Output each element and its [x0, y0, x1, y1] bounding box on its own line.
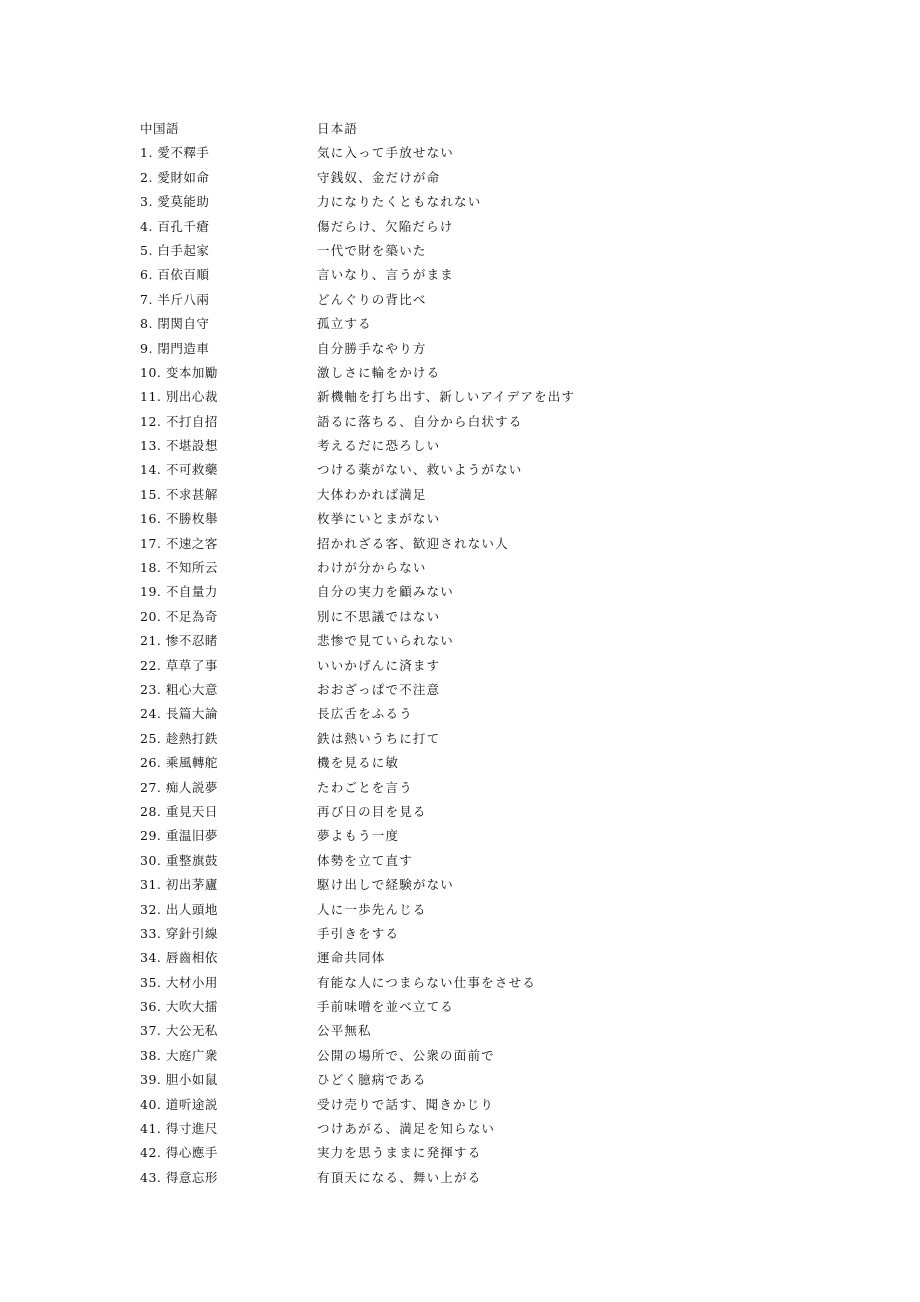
chinese-idiom: 11. 別出心裁	[140, 389, 218, 405]
table-header	[140, 117, 817, 141]
japanese-meaning: 再び日の目を見る	[317, 803, 427, 819]
table-row	[140, 727, 817, 751]
japanese-meaning: 大体わかれば満足	[317, 486, 427, 502]
chinese-idiom: 30. 重整旗鼓	[140, 852, 218, 868]
table-row	[140, 922, 817, 946]
chinese-idiom: 18. 不知所云	[140, 560, 218, 576]
table-row	[140, 1141, 817, 1165]
table-row	[140, 1068, 817, 1092]
table-row	[140, 239, 817, 263]
japanese-meaning: 運命共同体	[317, 950, 386, 966]
japanese-meaning: いいかげんに済ます	[317, 657, 441, 673]
table-row	[140, 483, 817, 507]
chinese-idiom: 38. 大庭广衆	[140, 1047, 218, 1063]
japanese-meaning: 語るに落ちる、自分から白状する	[317, 413, 523, 429]
table-row	[140, 873, 817, 897]
chinese-idiom: 35. 大材小用	[140, 974, 218, 990]
table-row	[140, 532, 817, 556]
table-row	[140, 1019, 817, 1043]
chinese-idiom: 42. 得心應手	[140, 1145, 218, 1161]
chinese-idiom: 6. 百依百順	[140, 267, 210, 283]
chinese-idiom: 1. 愛不釋手	[140, 145, 210, 161]
table-row	[140, 629, 817, 653]
japanese-meaning: 力になりたくともなれない	[317, 194, 482, 210]
chinese-idiom: 2. 愛財如命	[140, 169, 210, 185]
table-row	[140, 702, 817, 726]
table-row	[140, 580, 817, 604]
table-row	[140, 898, 817, 922]
chinese-idiom: 34. 唇齒相依	[140, 950, 218, 966]
japanese-meaning: 考えるだに恐ろしい	[317, 438, 441, 454]
japanese-meaning: つけあがる、満足を知らない	[317, 1121, 496, 1137]
table-row	[140, 849, 817, 873]
chinese-idiom: 27. 痴人説夢	[140, 779, 218, 795]
table-row	[140, 410, 817, 434]
japanese-meaning: 自分の実力を顧みない	[317, 584, 455, 600]
japanese-meaning: つける薬がない、救いようがない	[317, 462, 523, 478]
table-row	[140, 995, 817, 1019]
chinese-idiom: 9. 閉門造車	[140, 340, 210, 356]
table-row	[140, 288, 817, 312]
chinese-idiom: 23. 粗心大意	[140, 681, 218, 697]
chinese-idiom: 16. 不勝枚舉	[140, 511, 218, 527]
japanese-meaning: 悲惨で見ていられない	[317, 633, 455, 649]
chinese-idiom: 20. 不足為奇	[140, 608, 218, 624]
japanese-meaning: 駆け出しで経験がない	[317, 877, 455, 893]
chinese-idiom: 37. 大公无私	[140, 1023, 218, 1039]
chinese-idiom: 10. 变本加勵	[140, 364, 218, 380]
table-row	[140, 166, 817, 190]
chinese-idiom: 29. 重温旧夢	[140, 828, 218, 844]
japanese-meaning: 実力を思うままに発揮する	[317, 1145, 482, 1161]
table-row	[140, 751, 817, 775]
table-row	[140, 385, 817, 409]
table-row	[140, 556, 817, 580]
chinese-idiom: 26. 乘風轉舵	[140, 755, 218, 771]
japanese-meaning: 一代で財を築いた	[317, 242, 427, 258]
japanese-meaning: 自分勝手なやり方	[317, 340, 427, 356]
chinese-idiom: 40. 道听途説	[140, 1096, 218, 1112]
chinese-idiom: 7. 半斤八兩	[140, 291, 210, 307]
table-row	[140, 605, 817, 629]
chinese-idiom: 32. 出人頭地	[140, 901, 218, 917]
chinese-idiom: 31. 初出茅廬	[140, 877, 218, 893]
chinese-idiom: 13. 不堪設想	[140, 438, 218, 454]
japanese-meaning: 別に不思議ではない	[317, 608, 441, 624]
chinese-idiom: 43. 得意忘形	[140, 1169, 218, 1185]
japanese-meaning: 長広舌をふるう	[317, 706, 413, 722]
table-row	[140, 263, 817, 287]
japanese-meaning: 激しさに輪をかける	[317, 364, 441, 380]
japanese-meaning: 夢よもう一度	[317, 828, 400, 844]
japanese-meaning: わけが分からない	[317, 560, 427, 576]
japanese-meaning: 受け売りで話す、聞きかじり	[317, 1096, 495, 1112]
chinese-idiom: 5. 白手起家	[140, 242, 210, 258]
table-row	[140, 434, 817, 458]
japanese-meaning: 手引きをする	[317, 925, 400, 941]
table-row	[140, 678, 817, 702]
japanese-meaning: 体勢を立て直す	[317, 852, 413, 868]
japanese-meaning: ひどく臆病である	[317, 1072, 427, 1088]
chinese-idiom: 28. 重見天日	[140, 803, 218, 819]
japanese-meaning: 有能な人につまらない仕事をさせる	[317, 974, 536, 990]
table-row	[140, 190, 817, 214]
japanese-meaning: 枚挙にいとまがない	[317, 511, 441, 527]
japanese-meaning: 守銭奴、金だけが命	[317, 169, 441, 185]
chinese-idiom: 8. 閉関自守	[140, 316, 210, 332]
japanese-meaning: 人に一歩先んじる	[317, 901, 427, 917]
table-row	[140, 1093, 817, 1117]
idiom-table	[140, 117, 817, 1190]
japanese-meaning: 招かれざる客、歓迎されない人	[317, 535, 509, 551]
table-row	[140, 1044, 817, 1068]
table-row	[140, 361, 817, 385]
table-row	[140, 824, 817, 848]
table-row	[140, 971, 817, 995]
table-row	[140, 800, 817, 824]
table-row	[140, 507, 817, 531]
japanese-meaning: 公開の場所で、公衆の面前で	[317, 1047, 495, 1063]
chinese-idiom: 12. 不打自招	[140, 413, 218, 429]
table-row	[140, 312, 817, 336]
japanese-meaning: たわごとを言う	[317, 779, 413, 795]
table-row	[140, 337, 817, 361]
chinese-idiom: 41. 得寸進尺	[140, 1121, 218, 1137]
table-row	[140, 1166, 817, 1190]
header-japanese: 日本語	[317, 121, 359, 136]
japanese-meaning: 気に入って手放せない	[317, 145, 455, 161]
table-row	[140, 946, 817, 970]
chinese-idiom: 17. 不速之客	[140, 535, 218, 551]
chinese-idiom: 22. 草草了事	[140, 657, 218, 673]
table-row	[140, 141, 817, 165]
table-body	[140, 141, 817, 1190]
table-row	[140, 1117, 817, 1141]
chinese-idiom: 19. 不自量力	[140, 584, 218, 600]
japanese-meaning: 鉄は熱いうちに打て	[317, 730, 441, 746]
chinese-idiom: 36. 大吹大擂	[140, 999, 218, 1015]
chinese-idiom: 15. 不求甚解	[140, 486, 218, 502]
chinese-idiom: 39. 胆小如鼠	[140, 1072, 218, 1088]
header-chinese: 中国語	[140, 121, 180, 136]
chinese-idiom: 33. 穿針引線	[140, 925, 218, 941]
japanese-meaning: 有頂天になる、舞い上がる	[317, 1169, 482, 1185]
chinese-idiom: 4. 百孔千瘡	[140, 218, 210, 234]
table-row	[140, 654, 817, 678]
chinese-idiom: 3. 愛莫能助	[140, 194, 210, 210]
japanese-meaning: 言いなり、言うがまま	[317, 267, 455, 283]
chinese-idiom: 24. 長篇大論	[140, 706, 218, 722]
japanese-meaning: 機を見るに敏	[317, 755, 400, 771]
table-row	[140, 215, 817, 239]
japanese-meaning: おおざっぱで不注意	[317, 681, 441, 697]
japanese-meaning: 公平無私	[317, 1023, 372, 1039]
chinese-idiom: 14. 不可救藥	[140, 462, 218, 478]
table-row	[140, 458, 817, 482]
table-row	[140, 776, 817, 800]
japanese-meaning: 傷だらけ、欠陥だらけ	[317, 218, 454, 234]
chinese-idiom: 21. 惨不忍睹	[140, 633, 218, 649]
chinese-idiom: 25. 趁熱打鉄	[140, 730, 218, 746]
japanese-meaning: 手前味噌を並べ立てる	[317, 999, 455, 1015]
japanese-meaning: 新機軸を打ち出す、新しいアイデアを出す	[317, 389, 576, 405]
japanese-meaning: 孤立する	[317, 316, 372, 332]
japanese-meaning: どんぐりの背比べ	[317, 291, 427, 307]
